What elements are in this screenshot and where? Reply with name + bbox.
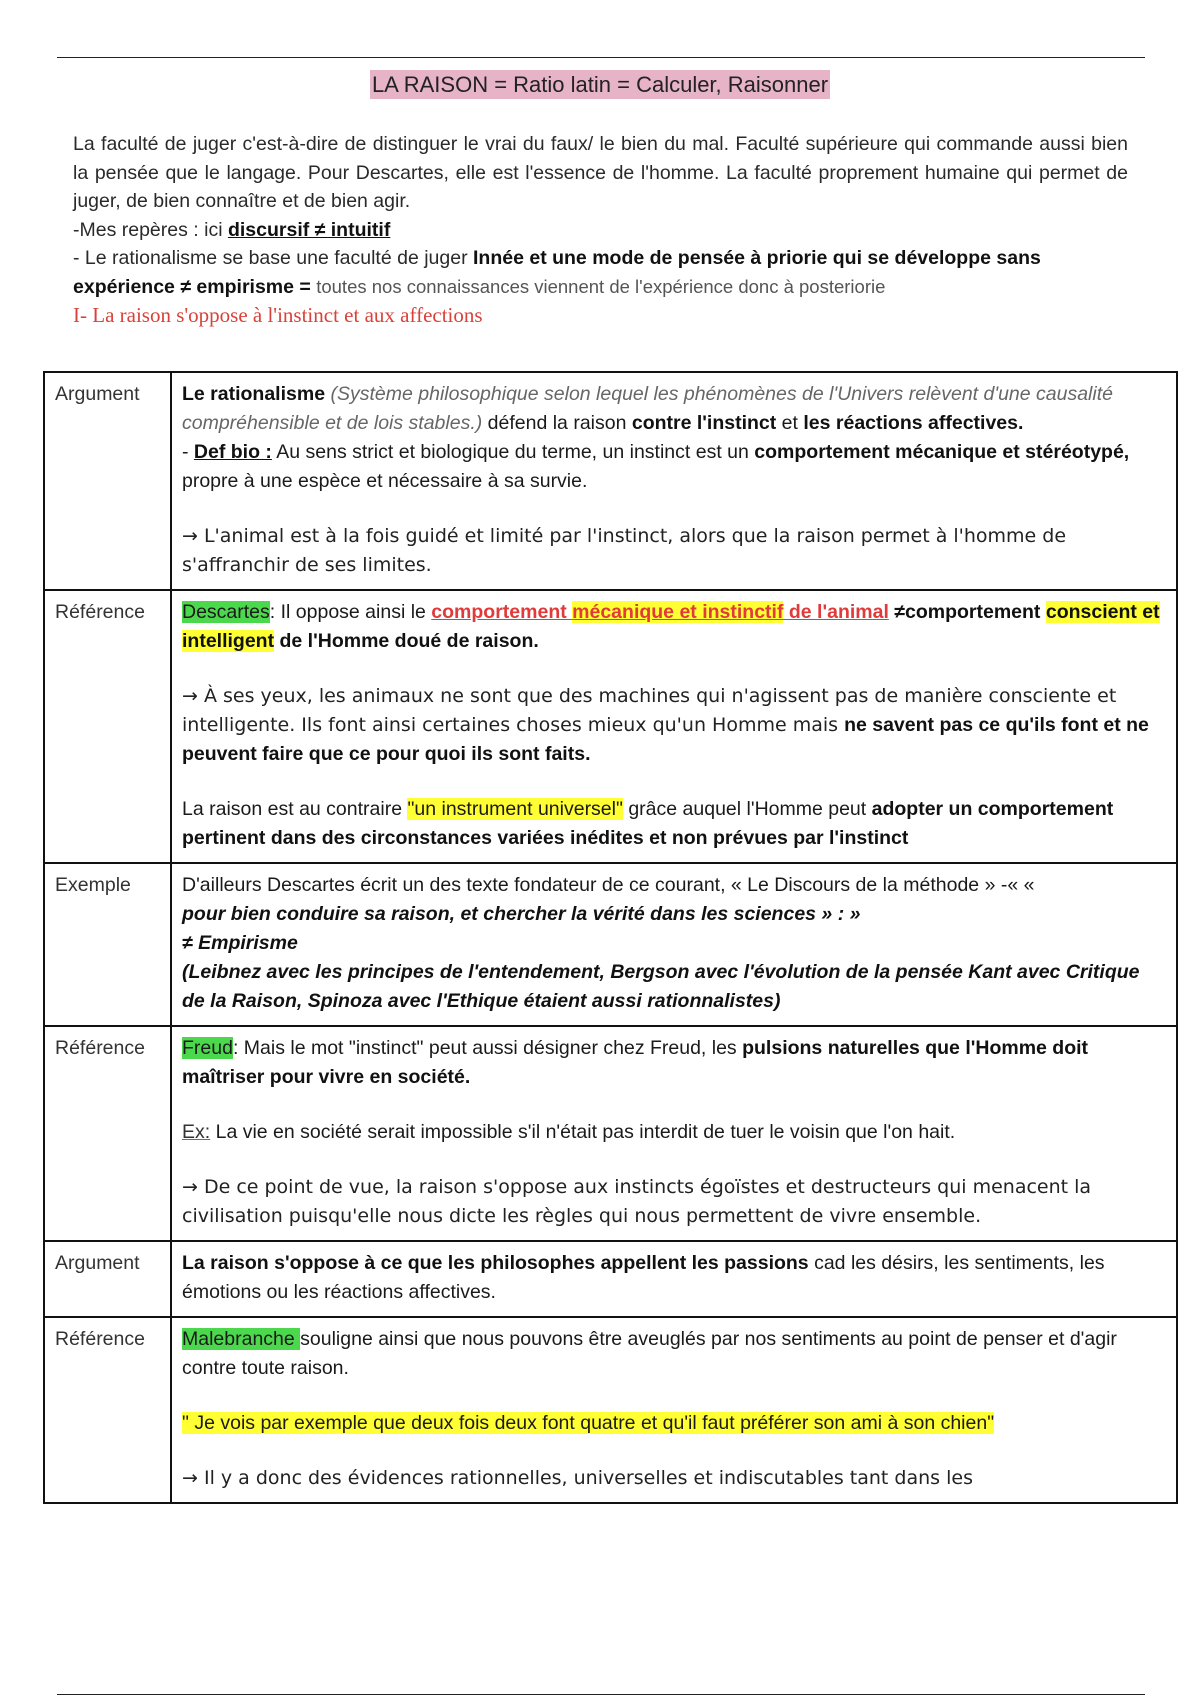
def-bio-label: Def bio : <box>193 441 272 463</box>
page-title: LA RAISON = Ratio latin = Calculer, Raisonner <box>371 72 829 97</box>
author-name: Freud <box>182 1037 233 1059</box>
italic-bold-span: ≠ Empirisme <box>182 932 298 954</box>
bold-span: pulsions naturelles que l'Homme doit maîtriser pour vivre en société. <box>182 1037 1089 1088</box>
conclusion-paragraph: → Il y a donc des évidences rationnelles, universelles et indiscutables tant dans les <box>182 1467 973 1489</box>
author-name: Descartes <box>182 601 270 623</box>
bold-span: La raison s'oppose à ce que les philosophes appellent les passions <box>182 1252 809 1274</box>
text-span: souligne ainsi que nous pouvons être aveuglés par nos sentiments au point de penser et d'agir contre toute raison. <box>182 1328 1117 1379</box>
exemple-line <box>182 900 1166 929</box>
table-row <box>44 1317 1177 1503</box>
bold-span: les réactions affectives. <box>803 412 1024 434</box>
descartes-paragraph <box>182 598 1166 656</box>
text-span: cad les désirs, les sentiments, les émotions ou les réactions affectives. <box>182 1252 1105 1303</box>
text-span: La vie en société serait impossible s'il n'était pas interdit de tuer le voisin que l'on hait. <box>210 1121 956 1143</box>
exemple-line <box>182 958 1166 1016</box>
freud-paragraph <box>182 1034 1166 1092</box>
bold-span: ≠comportement <box>888 601 1046 623</box>
row-content <box>171 372 1177 590</box>
top-rule <box>57 57 1145 58</box>
machines-paragraph <box>182 682 1166 769</box>
title-container <box>0 72 1200 98</box>
notes-table <box>43 371 1178 1504</box>
bold-span: ne savent pas ce qu'ils font et ne peuvent faire que ce pour quoi ils sont faits. <box>182 714 1149 765</box>
exemple-line: D'ailleurs Descartes écrit un des texte fondateur de ce courant, « Le Discours de la méthode » -« « <box>182 874 1035 896</box>
rationalisme-definition: (Système philosophique selon lequel les phénomènes de l'Univers relèvent d'une causalité compréhensible et de lois stables.) <box>182 383 1113 434</box>
row-label: Référence <box>44 1317 171 1503</box>
table-row <box>44 1241 1177 1317</box>
highlighted-quote: " Je vois par exemple que deux fois deux font quatre et qu'il faut préférer son ami à son chien" <box>182 1412 995 1434</box>
exemple-line <box>182 929 1166 958</box>
ex-paragraph <box>182 1118 1166 1147</box>
ratio-bold: Innée et une mode de pensée à priorie qui se développe sans expérience ≠ empirisme = <box>73 247 1041 298</box>
bold-span: de l'Homme doué de raison. <box>274 630 539 652</box>
intro-section <box>73 130 1128 330</box>
ratio-prefix: - Le rationalisme se base une faculté de juger <box>73 247 473 269</box>
text-span: grâce auquel l'Homme peut <box>622 798 872 820</box>
intro-definition: La faculté de juger c'est-à-dire de distinguer le vrai du faux/ le bien du mal. Faculté supérieure qui commande aussi bien la pensée que le langage. Pour Descartes, elle est l'essence de l'homme. La faculté proprement humaine qui permet de juger, de bien connaître et de bien agir. <box>73 133 1128 212</box>
text-span: → À ses yeux, les animaux ne sont que des machines qui n'agissent pas de manière consciente et intelligente. Ils font ainsi certaines choses mieux qu'un Homme mais <box>182 685 1117 736</box>
red-underlined-span: de l'animal <box>783 601 889 623</box>
rationalisme-term: Le rationalisme <box>182 383 326 405</box>
ratio-tail: toutes nos connaissances viennent de l'expérience donc à posteriorie <box>316 275 886 297</box>
row-content <box>171 1026 1177 1241</box>
text-span: et <box>776 412 804 434</box>
author-name: Malebranche <box>182 1328 301 1350</box>
row-label: Argument <box>44 372 171 590</box>
section-heading: I- La raison s'oppose à l'instinct et aux affections <box>73 303 483 327</box>
row-content <box>171 863 1177 1026</box>
italic-bold-span: (Leibnez avec les principes de l'entendement, Bergson avec l'évolution de la pensée Kant avec Critique de la Raison, Spinoza avec l'Ethique étaient aussi rationnalistes) <box>182 961 1140 1012</box>
malebranche-paragraph <box>182 1325 1166 1383</box>
row-label: Argument <box>44 1241 171 1317</box>
text-span: propre à une espèce et nécessaire à sa survie. <box>182 470 588 492</box>
intro-reperes <box>73 216 1128 245</box>
text-span: : Il oppose ainsi le <box>269 601 432 623</box>
row-content <box>171 590 1177 863</box>
conclusion-paragraph: → L'animal est à la fois guidé et limité par l'instinct, alors que la raison permet à l'homme de s'affranchir de ses limites. <box>182 525 1067 576</box>
highlighted-span: "un instrument universel" <box>407 798 623 820</box>
table-row <box>44 863 1177 1026</box>
text-span: La raison est au contraire <box>182 798 408 820</box>
row-content <box>171 1241 1177 1317</box>
quote-paragraph <box>182 1409 1166 1438</box>
instrument-paragraph <box>182 795 1166 853</box>
conclusion-paragraph: → De ce point de vue, la raison s'oppose aux instincts égoïstes et destructeurs qui menacent la civilisation puisqu'elle nous dicte les règles qui nous permettent de vivre ensemble. <box>182 1176 1092 1227</box>
text-span: Au sens strict et biologique du terme, un instinct est un <box>271 441 755 463</box>
bold-span: comportement mécanique et stéréotypé, <box>754 441 1130 463</box>
row-label: Exemple <box>44 863 171 1026</box>
text-span: : Mais le mot "instinct" peut aussi désigner chez Freud, les <box>232 1037 743 1059</box>
row-label: Référence <box>44 590 171 863</box>
red-highlighted-span: mécanique et instinctif <box>572 601 784 623</box>
bottom-rule <box>57 1694 1145 1695</box>
highlighted-span: conscient et intelligent <box>182 601 1160 652</box>
ex-label: Ex: <box>182 1121 211 1143</box>
reperes-prefix: -Mes repères : ici <box>73 218 228 241</box>
row-content <box>171 1317 1177 1503</box>
red-underlined-span: comportement <box>431 601 573 623</box>
text-span: défend la raison <box>482 412 632 434</box>
passions-paragraph <box>182 1249 1166 1307</box>
table-row <box>44 372 1177 590</box>
row-label: Référence <box>44 1026 171 1241</box>
table-row <box>44 1026 1177 1241</box>
text-span: - <box>182 441 194 463</box>
bold-span: adopter un comportement pertinent dans des circonstances variées inédites et non prévues par l'instinct <box>182 798 1114 849</box>
italic-bold-span: pour bien conduire sa raison, et chercher la vérité dans les sciences » : » <box>182 903 861 925</box>
intro-rationalisme <box>73 244 1128 301</box>
reperes-bold: discursif ≠ intuitif <box>227 218 391 241</box>
rationalisme-paragraph <box>182 380 1166 438</box>
bold-span: contre l'instinct <box>631 412 777 434</box>
table-row <box>44 590 1177 863</box>
def-bio-paragraph <box>182 438 1166 496</box>
